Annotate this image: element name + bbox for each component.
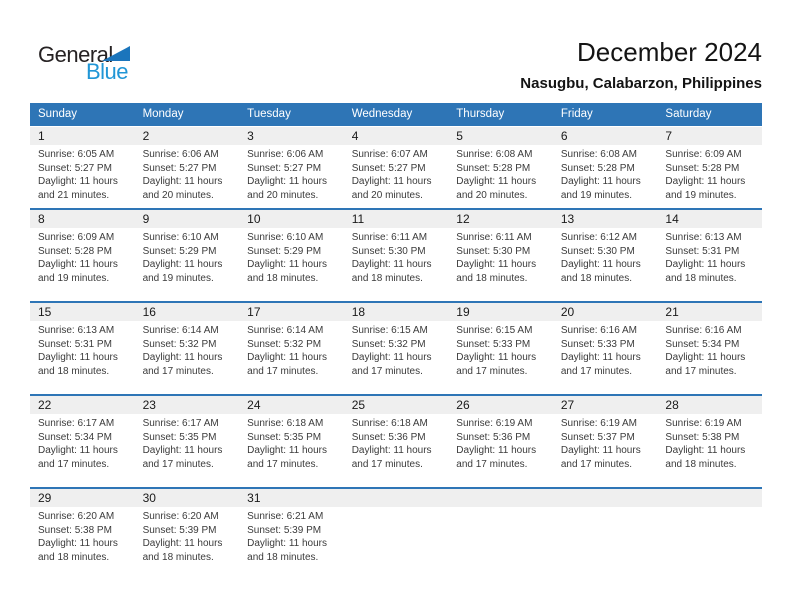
daylight-line1: Daylight: 11 hours — [247, 445, 327, 456]
day-cell-19 — [448, 303, 553, 394]
day-cell-30 — [135, 489, 240, 580]
sunset-text: Sunset: 5:34 PM — [665, 338, 740, 350]
daylight-line2: and 18 minutes. — [665, 458, 737, 470]
daylight-line2: and 18 minutes. — [560, 272, 633, 284]
daylight-line1: Daylight: 11 hours — [38, 538, 118, 549]
daylight-line1: Daylight: 11 hours — [142, 176, 223, 187]
sunset-text: Sunset: 5:35 PM — [247, 431, 322, 443]
daylight-line2: and 17 minutes. — [247, 458, 319, 470]
day-details — [135, 145, 240, 202]
day-cell-21 — [657, 303, 762, 394]
day-details — [553, 414, 658, 471]
daylight-line2: and 17 minutes. — [560, 365, 633, 377]
day-cell-18 — [344, 303, 449, 394]
daylight-line1: Daylight: 11 hours — [560, 259, 641, 270]
day-details — [448, 414, 553, 471]
empty-band — [344, 489, 449, 507]
daylight-line1: Daylight: 11 hours — [665, 176, 746, 187]
sunrise-text: Sunrise: 6:10 AM — [247, 232, 324, 243]
day-details — [344, 414, 449, 471]
daylight-line2: and 18 minutes. — [142, 551, 214, 563]
weekday-header-tuesday: Tuesday — [247, 108, 291, 120]
daylight-line2: and 19 minutes. — [665, 189, 737, 201]
day-details — [30, 321, 135, 378]
sunrise-text: Sunrise: 6:20 AM — [38, 511, 115, 522]
daylight-line1: Daylight: 11 hours — [456, 445, 537, 456]
week-row-4 — [30, 394, 762, 487]
daylight-line1: Daylight: 11 hours — [142, 538, 223, 549]
daylight-line2: and 17 minutes. — [247, 365, 319, 377]
day-number: 12 — [448, 210, 553, 228]
day-details — [344, 321, 449, 378]
day-cell-15 — [30, 303, 135, 394]
daylight-line2: and 20 minutes. — [456, 189, 528, 201]
sunrise-text: Sunrise: 6:15 AM — [456, 325, 533, 336]
logo-text-general: General — [38, 42, 113, 67]
sunrise-text: Sunrise: 6:10 AM — [142, 232, 219, 243]
sunrise-text: Sunrise: 6:18 AM — [247, 418, 324, 429]
daylight-line1: Daylight: 11 hours — [456, 176, 537, 187]
day-number: 8 — [30, 210, 135, 228]
daylight-line1: Daylight: 11 hours — [38, 259, 118, 270]
daylight-line2: and 17 minutes. — [142, 365, 214, 377]
day-cell-13 — [553, 210, 658, 301]
day-cell-16 — [135, 303, 240, 394]
day-details — [239, 145, 344, 202]
daylight-line1: Daylight: 11 hours — [560, 352, 641, 363]
sunset-text: Sunset: 5:30 PM — [560, 245, 635, 257]
empty-day-cell — [448, 489, 553, 580]
sunrise-text: Sunrise: 6:06 AM — [247, 149, 324, 160]
day-number: 6 — [553, 127, 658, 145]
daylight-line2: and 17 minutes. — [456, 458, 528, 470]
day-number: 24 — [239, 396, 344, 414]
day-number: 20 — [553, 303, 658, 321]
daylight-line2: and 17 minutes. — [142, 458, 214, 470]
daylight-line1: Daylight: 11 hours — [351, 176, 432, 187]
day-number: 29 — [30, 489, 135, 507]
daylight-line1: Daylight: 11 hours — [351, 445, 432, 456]
day-number: 7 — [657, 127, 762, 145]
day-details — [239, 228, 344, 285]
sunset-text: Sunset: 5:32 PM — [351, 338, 426, 350]
daylight-line2: and 19 minutes. — [142, 272, 214, 284]
sunset-text: Sunset: 5:33 PM — [560, 338, 635, 350]
sunset-text: Sunset: 5:38 PM — [38, 524, 112, 536]
sunset-text: Sunset: 5:35 PM — [142, 431, 217, 443]
day-number: 10 — [239, 210, 344, 228]
sunrise-text: Sunrise: 6:11 AM — [351, 232, 428, 243]
day-number: 4 — [344, 127, 449, 145]
calendar-weeks — [30, 127, 762, 580]
day-number: 11 — [344, 210, 449, 228]
daylight-line1: Daylight: 11 hours — [247, 259, 327, 270]
daylight-line2: and 17 minutes. — [38, 458, 110, 470]
day-number: 28 — [657, 396, 762, 414]
day-cell-7 — [657, 127, 762, 208]
day-details — [30, 228, 135, 285]
daylight-line2: and 18 minutes. — [38, 551, 110, 563]
empty-day-cell — [344, 489, 449, 580]
day-number: 25 — [344, 396, 449, 414]
day-number: 15 — [30, 303, 135, 321]
daylight-line2: and 18 minutes. — [38, 365, 110, 377]
weekday-header-thursday: Thursday — [456, 108, 505, 120]
daylight-line1: Daylight: 11 hours — [456, 352, 537, 363]
day-details — [30, 507, 135, 564]
day-details — [239, 321, 344, 378]
day-details — [135, 507, 240, 564]
day-details — [135, 414, 240, 471]
weekday-header-monday: Monday — [142, 108, 184, 120]
sunset-text: Sunset: 5:28 PM — [456, 162, 531, 174]
daylight-line1: Daylight: 11 hours — [247, 176, 327, 187]
daylight-line1: Daylight: 11 hours — [665, 259, 746, 270]
daylight-line1: Daylight: 11 hours — [351, 259, 432, 270]
day-details — [239, 414, 344, 471]
sunset-text: Sunset: 5:37 PM — [560, 431, 635, 443]
day-details — [30, 145, 135, 202]
daylight-line2: and 19 minutes. — [38, 272, 110, 284]
sunset-text: Sunset: 5:30 PM — [351, 245, 426, 257]
day-cell-26 — [448, 396, 553, 487]
daylight-line1: Daylight: 11 hours — [38, 445, 118, 456]
sunrise-text: Sunrise: 6:08 AM — [456, 149, 533, 160]
day-details — [30, 414, 135, 471]
daylight-line1: Daylight: 11 hours — [247, 352, 327, 363]
daylight-line2: and 17 minutes. — [351, 458, 423, 470]
sunrise-text: Sunrise: 6:19 AM — [665, 418, 742, 429]
day-cell-28 — [657, 396, 762, 487]
day-number: 1 — [30, 127, 135, 145]
day-number: 21 — [657, 303, 762, 321]
day-cell-2 — [135, 127, 240, 208]
day-number: 22 — [30, 396, 135, 414]
daylight-line2: and 17 minutes. — [456, 365, 528, 377]
page-title: December 2024 — [577, 37, 762, 67]
day-number: 2 — [135, 127, 240, 145]
sunrise-text: Sunrise: 6:18 AM — [351, 418, 428, 429]
weekday-header-sunday: Sunday — [38, 108, 78, 120]
day-details — [239, 507, 344, 564]
daylight-line2: and 18 minutes. — [247, 272, 319, 284]
sunset-text: Sunset: 5:28 PM — [560, 162, 635, 174]
sunrise-text: Sunrise: 6:15 AM — [351, 325, 428, 336]
daylight-line2: and 21 minutes. — [38, 189, 110, 201]
day-cell-6 — [553, 127, 658, 208]
day-details — [344, 145, 449, 202]
day-number: 30 — [135, 489, 240, 507]
sunrise-text: Sunrise: 6:14 AM — [247, 325, 324, 336]
header-titles — [520, 38, 762, 92]
day-number: 26 — [448, 396, 553, 414]
daylight-line2: and 18 minutes. — [456, 272, 528, 284]
day-details — [553, 228, 658, 285]
sunrise-text: Sunrise: 6:08 AM — [560, 149, 637, 160]
day-details — [553, 145, 658, 202]
day-cell-1 — [30, 127, 135, 208]
day-cell-29 — [30, 489, 135, 580]
day-number: 19 — [448, 303, 553, 321]
day-number: 3 — [239, 127, 344, 145]
day-cell-31 — [239, 489, 344, 580]
sunset-text: Sunset: 5:39 PM — [142, 524, 217, 536]
sunset-text: Sunset: 5:33 PM — [456, 338, 531, 350]
day-details — [657, 228, 762, 285]
sunset-text: Sunset: 5:32 PM — [247, 338, 322, 350]
day-details — [657, 145, 762, 202]
sunset-text: Sunset: 5:29 PM — [142, 245, 217, 257]
weekday-header-friday: Friday — [560, 108, 593, 120]
sunrise-text: Sunrise: 6:09 AM — [665, 149, 742, 160]
day-number: 9 — [135, 210, 240, 228]
daylight-line1: Daylight: 11 hours — [456, 259, 537, 270]
week-row-3 — [30, 301, 762, 394]
sunrise-text: Sunrise: 6:05 AM — [38, 149, 115, 160]
day-cell-24 — [239, 396, 344, 487]
day-cell-25 — [344, 396, 449, 487]
daylight-line2: and 20 minutes. — [142, 189, 214, 201]
general-blue-logo[interactable] — [38, 42, 168, 82]
sunrise-text: Sunrise: 6:19 AM — [456, 418, 533, 429]
daylight-line1: Daylight: 11 hours — [351, 352, 432, 363]
daylight-line2: and 18 minutes. — [351, 272, 423, 284]
day-cell-5 — [448, 127, 553, 208]
sunset-text: Sunset: 5:36 PM — [351, 431, 426, 443]
day-number: 13 — [553, 210, 658, 228]
daylight-line1: Daylight: 11 hours — [38, 176, 118, 187]
day-cell-3 — [239, 127, 344, 208]
day-details — [657, 414, 762, 471]
day-cell-10 — [239, 210, 344, 301]
sunset-text: Sunset: 5:29 PM — [247, 245, 322, 257]
weekday-header-wednesday: Wednesday — [351, 108, 413, 120]
day-number: 5 — [448, 127, 553, 145]
sunset-text: Sunset: 5:27 PM — [247, 162, 322, 174]
day-cell-4 — [344, 127, 449, 208]
daylight-line2: and 18 minutes. — [247, 551, 319, 563]
day-cell-20 — [553, 303, 658, 394]
daylight-line2: and 17 minutes. — [351, 365, 423, 377]
day-number: 16 — [135, 303, 240, 321]
day-cell-12 — [448, 210, 553, 301]
day-number: 23 — [135, 396, 240, 414]
sunrise-text: Sunrise: 6:11 AM — [456, 232, 532, 243]
day-details — [448, 145, 553, 202]
sunrise-text: Sunrise: 6:19 AM — [560, 418, 637, 429]
sunrise-text: Sunrise: 6:06 AM — [142, 149, 219, 160]
sunset-text: Sunset: 5:39 PM — [247, 524, 322, 536]
day-details — [448, 228, 553, 285]
day-cell-27 — [553, 396, 658, 487]
sunset-text: Sunset: 5:30 PM — [456, 245, 531, 257]
day-number: 17 — [239, 303, 344, 321]
day-number: 31 — [239, 489, 344, 507]
week-row-5 — [30, 487, 762, 580]
sunset-text: Sunset: 5:34 PM — [38, 431, 112, 443]
day-cell-11 — [344, 210, 449, 301]
logo-text-blue: Blue — [86, 59, 129, 84]
sunset-text: Sunset: 5:28 PM — [38, 245, 112, 257]
empty-band — [553, 489, 658, 507]
weekday-header-row — [30, 103, 762, 126]
sunrise-text: Sunrise: 6:17 AM — [38, 418, 115, 429]
day-number: 18 — [344, 303, 449, 321]
daylight-line1: Daylight: 11 hours — [38, 352, 118, 363]
sunrise-text: Sunrise: 6:16 AM — [665, 325, 742, 336]
empty-band — [448, 489, 553, 507]
day-cell-23 — [135, 396, 240, 487]
page-subtitle: Nasugbu, Calabarzon, Philippines — [520, 75, 762, 92]
day-details — [135, 321, 240, 378]
sunrise-text: Sunrise: 6:09 AM — [38, 232, 115, 243]
daylight-line1: Daylight: 11 hours — [665, 445, 746, 456]
sunset-text: Sunset: 5:38 PM — [665, 431, 740, 443]
sunrise-text: Sunrise: 6:13 AM — [665, 232, 742, 243]
day-details — [657, 321, 762, 378]
sunset-text: Sunset: 5:27 PM — [142, 162, 217, 174]
sunrise-text: Sunrise: 6:13 AM — [38, 325, 115, 336]
sunrise-text: Sunrise: 6:17 AM — [142, 418, 219, 429]
daylight-line1: Daylight: 11 hours — [142, 445, 223, 456]
day-details — [553, 321, 658, 378]
daylight-line1: Daylight: 11 hours — [665, 352, 746, 363]
day-cell-17 — [239, 303, 344, 394]
day-cell-22 — [30, 396, 135, 487]
sunset-text: Sunset: 5:27 PM — [351, 162, 426, 174]
day-cell-8 — [30, 210, 135, 301]
sunset-text: Sunset: 5:27 PM — [38, 162, 112, 174]
sunrise-text: Sunrise: 6:21 AM — [247, 511, 324, 522]
empty-band — [657, 489, 762, 507]
daylight-line2: and 17 minutes. — [560, 458, 633, 470]
sunset-text: Sunset: 5:31 PM — [38, 338, 112, 350]
daylight-line2: and 18 minutes. — [665, 272, 737, 284]
calendar-table — [30, 103, 762, 580]
week-row-2 — [30, 208, 762, 301]
day-details — [448, 321, 553, 378]
sunset-text: Sunset: 5:31 PM — [665, 245, 740, 257]
daylight-line1: Daylight: 11 hours — [142, 259, 223, 270]
weekday-header-saturday: Saturday — [665, 108, 712, 120]
daylight-line2: and 20 minutes. — [351, 189, 423, 201]
daylight-line1: Daylight: 11 hours — [560, 176, 641, 187]
sunrise-text: Sunrise: 6:12 AM — [560, 232, 637, 243]
sunrise-text: Sunrise: 6:07 AM — [351, 149, 428, 160]
daylight-line2: and 19 minutes. — [560, 189, 633, 201]
sunrise-text: Sunrise: 6:14 AM — [142, 325, 219, 336]
sunrise-text: Sunrise: 6:20 AM — [142, 511, 219, 522]
sunset-text: Sunset: 5:28 PM — [665, 162, 740, 174]
daylight-line1: Daylight: 11 hours — [247, 538, 327, 549]
week-row-1 — [30, 127, 762, 208]
sunrise-text: Sunrise: 6:16 AM — [560, 325, 637, 336]
daylight-line2: and 20 minutes. — [247, 189, 319, 201]
day-number: 27 — [553, 396, 658, 414]
day-details — [344, 228, 449, 285]
empty-day-cell — [553, 489, 658, 580]
empty-day-cell — [657, 489, 762, 580]
sunset-text: Sunset: 5:32 PM — [142, 338, 217, 350]
day-cell-9 — [135, 210, 240, 301]
day-cell-14 — [657, 210, 762, 301]
daylight-line2: and 17 minutes. — [665, 365, 737, 377]
sunset-text: Sunset: 5:36 PM — [456, 431, 531, 443]
daylight-line1: Daylight: 11 hours — [142, 352, 223, 363]
day-details — [135, 228, 240, 285]
daylight-line1: Daylight: 11 hours — [560, 445, 641, 456]
day-number: 14 — [657, 210, 762, 228]
